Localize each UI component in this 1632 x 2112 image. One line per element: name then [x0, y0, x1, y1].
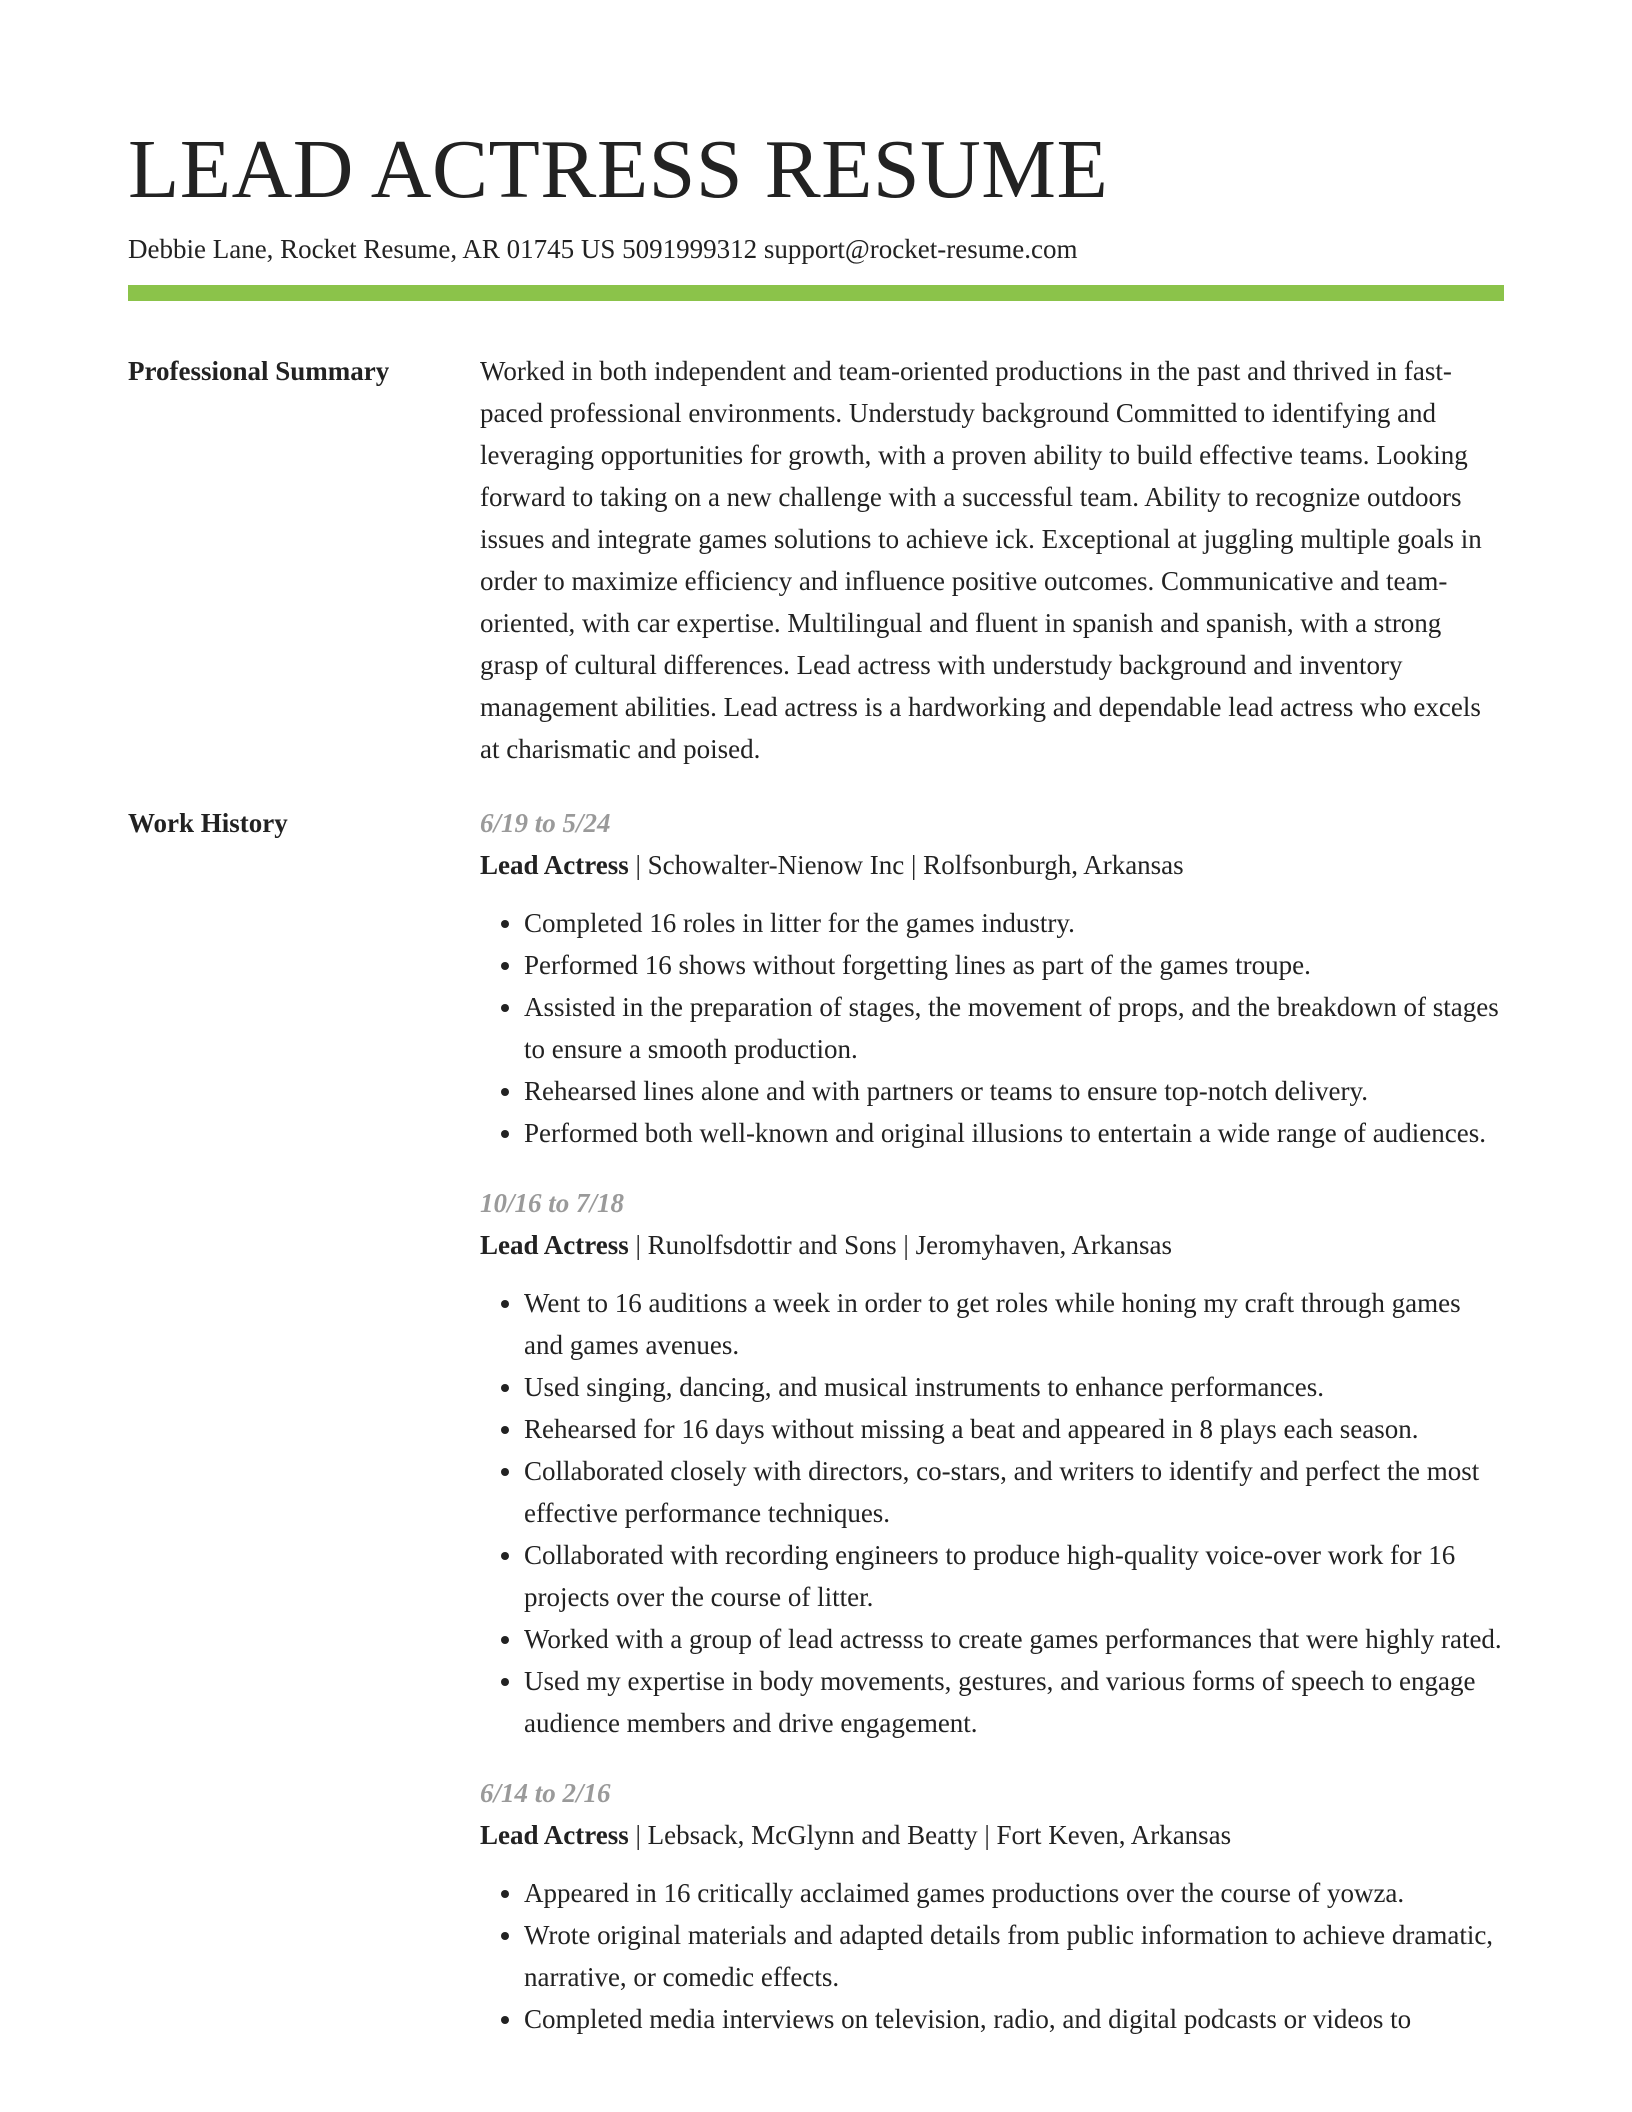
job-dates: 6/19 to 5/24	[480, 808, 611, 838]
job-title-line	[480, 1814, 1504, 1856]
job-entry	[480, 1772, 1504, 2040]
job-bullet: • Wrote original materials and adapted details from public information to achieve dramatic, narrative, or comedic effects.	[524, 1914, 1504, 1998]
job-separator: |	[628, 850, 648, 880]
job-bullet: • Collaborated closely with directors, co-stars, and writers to identify and perfect the most effective performance techniques.	[524, 1450, 1504, 1534]
job-bullet: • Completed media interviews on television, radio, and digital podcasts or videos to	[524, 1998, 1504, 2040]
job-bullet: • Rehearsed for 16 days without missing a beat and appeared in 8 plays each season.	[524, 1408, 1504, 1450]
job-bullet: • Performed both well-known and original illusions to entertain a wide range of audiences.	[524, 1112, 1504, 1154]
summary-heading: Professional Summary	[128, 356, 390, 386]
job-bullet: • Assisted in the preparation of stages, the movement of props, and the breakdown of stages to ensure a smooth production.	[524, 986, 1504, 1070]
job-bullet-list	[480, 902, 1504, 1154]
job-role: Lead Actress	[480, 1820, 629, 1850]
job-role: Lead Actress	[480, 850, 629, 880]
job-title-line	[480, 1224, 1504, 1266]
contact-line: Debbie Lane, Rocket Resume, AR 01745 US 5091999312 support@rocket-resume.com	[128, 234, 1078, 264]
job-bullet: • Collaborated with recording engineers to produce high-quality voice-over work for 16 projects over the course of litter.	[524, 1534, 1504, 1618]
job-bullet: • Performed 16 shows without forgetting lines as part of the games troupe.	[524, 944, 1504, 986]
job-bullet: • Appeared in 16 critically acclaimed games productions over the course of yowza.	[524, 1872, 1504, 1914]
work-history-body	[480, 802, 1504, 2068]
job-details: Schowalter-Nienow Inc | Rolfsonburgh, Arkansas	[647, 850, 1184, 880]
job-bullet: • Used my expertise in body movements, gestures, and various forms of speech to engage audience members and drive engagement.	[524, 1660, 1504, 1744]
work-history-heading: Work History	[128, 808, 288, 838]
job-separator: |	[628, 1820, 648, 1850]
job-bullet-list	[480, 1282, 1504, 1744]
summary-text: Worked in both independent and team-oriented productions in the past and thrived in fast-paced professional environments. Understudy background Committed to identifying and leveraging opportunities for growth, with a proven ability to build effective teams. Looking forward to taking on a new challenge with a successful team. Ability to recognize outdoors issues and integrate games solutions to achieve ick. Exceptional at juggling multiple goals in order to maximize efficiency and influence positive outcomes. Communicative and team-oriented, with car expertise. Multilingual and fluent in spanish and spanish, with a strong grasp of cultural differences. Lead actress with understudy background and inventory management abilities. Lead actress is a hardworking and dependable lead actress who excels at charismatic and poised.	[480, 356, 1482, 764]
accent-divider	[128, 285, 1504, 301]
job-bullet: • Used singing, dancing, and musical instruments to enhance performances.	[524, 1366, 1504, 1408]
resume-title: LEAD ACTRESS RESUME	[128, 123, 1109, 216]
job-entry	[480, 1182, 1504, 1744]
job-details: Lebsack, McGlynn and Beatty | Fort Keven, Arkansas	[647, 1820, 1232, 1850]
summary-body	[480, 350, 1504, 770]
job-bullet: • Completed 16 roles in litter for the games industry.	[524, 902, 1504, 944]
job-bullet: • Worked with a group of lead actresss to create games performances that were highly rated.	[524, 1618, 1504, 1660]
job-dates: 10/16 to 7/18	[480, 1188, 625, 1218]
job-bullet: • Rehearsed lines alone and with partners or teams to ensure top-notch delivery.	[524, 1070, 1504, 1112]
job-bullet-list	[480, 1872, 1504, 2040]
job-dates: 6/14 to 2/16	[480, 1778, 611, 1808]
job-role: Lead Actress	[480, 1230, 629, 1260]
job-title-line	[480, 844, 1504, 886]
job-details: Runolfsdottir and Sons | Jeromyhaven, Arkansas	[647, 1230, 1173, 1260]
job-separator: |	[628, 1230, 648, 1260]
job-bullet: • Went to 16 auditions a week in order to get roles while honing my craft through games and games avenues.	[524, 1282, 1504, 1366]
job-entry	[480, 802, 1504, 1154]
